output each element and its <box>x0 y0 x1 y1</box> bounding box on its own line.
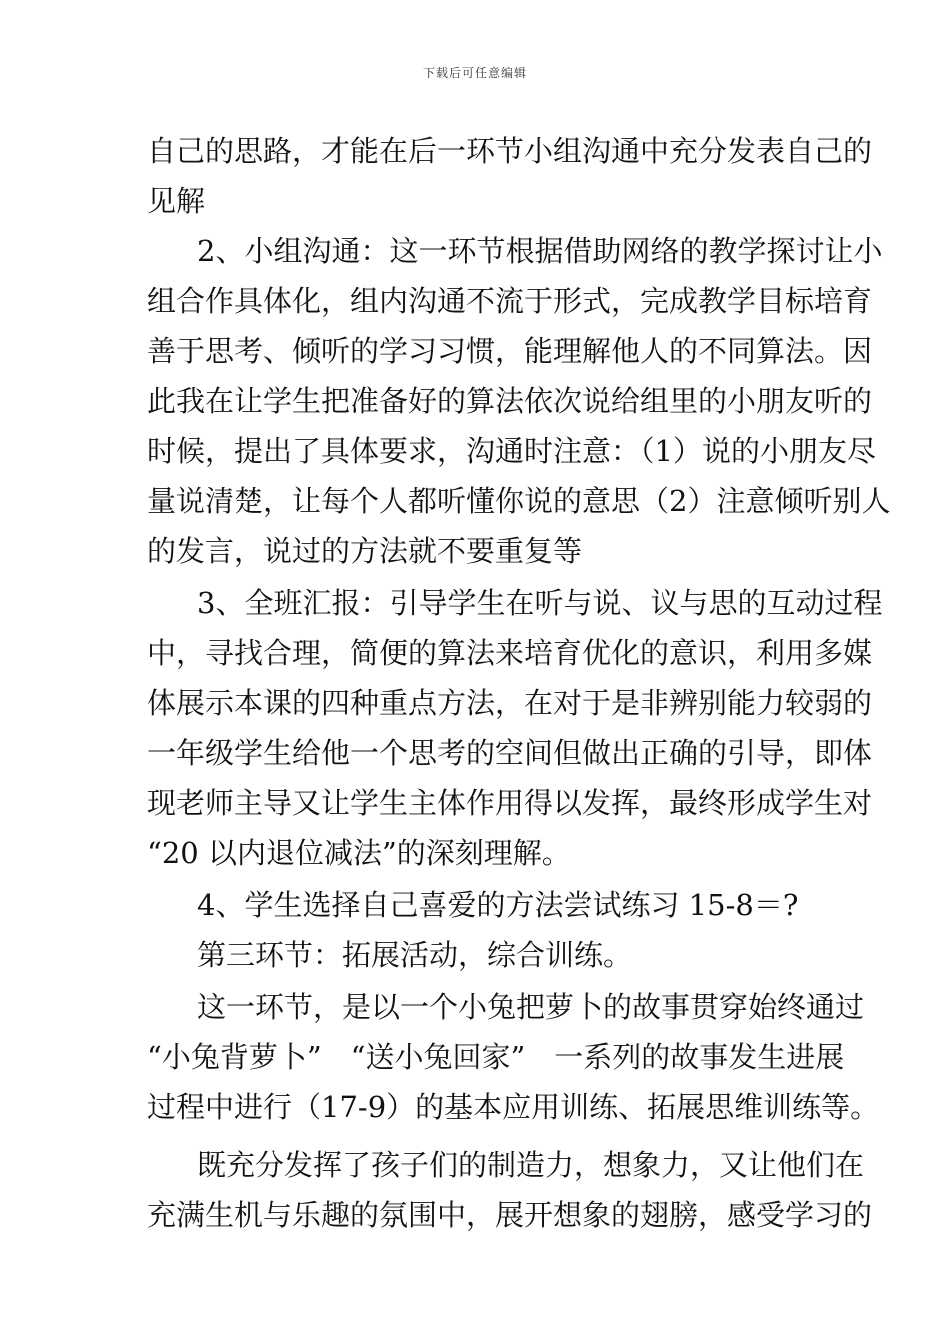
document-body <box>147 126 891 1240</box>
paragraph-line: 4、学生选择自己喜爱的方法尝试练习 15-8＝? <box>197 888 799 922</box>
text-line: “小兔背萝卜” “送小兔回家” 一系列的故事发生进展 <box>147 1040 845 1074</box>
text-line: 见解 <box>147 184 206 218</box>
paragraph-line: 3、全班汇报：引导学生在听与说、议与思的互动过程 <box>197 586 883 620</box>
text-line: 充满生机与乐趣的氛围中，展开想象的翅膀，感受学习的 <box>147 1198 873 1232</box>
text-line: 自己的思路，才能在后一环节小组沟通中充分发表自己的 <box>147 134 873 168</box>
text-line: 一年级学生给他一个思考的空间但做出正确的引导，即体 <box>147 736 873 770</box>
text-line: 现老师主导又让学生主体作用得以发挥，最终形成学生对 <box>147 786 873 820</box>
text-line: 体展示本课的四种重点方法，在对于是非辨别能力较弱的 <box>147 686 873 720</box>
section-heading: 第三环节：拓展活动，综合训练。 <box>197 938 633 972</box>
text-line: 善于思考、倾听的学习习惯，能理解他人的不同算法。因 <box>147 334 873 368</box>
text-line: 过程中进行（17-9）的基本应用训练、拓展思维训练等。 <box>147 1090 880 1124</box>
text-line: “20 以内退位减法”的深刻理解。 <box>147 836 571 870</box>
text-line: 时候，提出了具体要求，沟通时注意：（1）说的小朋友尽 <box>147 434 876 468</box>
text-line: 中，寻找合理，简便的算法来培育优化的意识，利用多媒 <box>147 636 873 670</box>
paragraph-line: 2、小组沟通：这一环节根据借助网络的教学探讨让小 <box>197 234 883 268</box>
page-header: 下载后可任意编辑 <box>422 66 527 80</box>
paragraph-line: 既充分发挥了孩子们的制造力，想象力，又让他们在 <box>197 1148 865 1182</box>
text-line: 组合作具体化，组内沟通不流于形式，完成教学目标培育 <box>147 284 873 318</box>
text-line: 此我在让学生把准备好的算法依次说给组里的小朋友听的 <box>147 384 873 418</box>
text-line: 量说清楚，让每个人都听懂你说的意思（2）注意倾听别人 <box>147 484 891 518</box>
paragraph-line: 这一环节，是以一个小兔把萝卜的故事贯穿始终通过 <box>197 990 865 1024</box>
text-line: 的发言，说过的方法就不要重复等 <box>147 534 583 568</box>
